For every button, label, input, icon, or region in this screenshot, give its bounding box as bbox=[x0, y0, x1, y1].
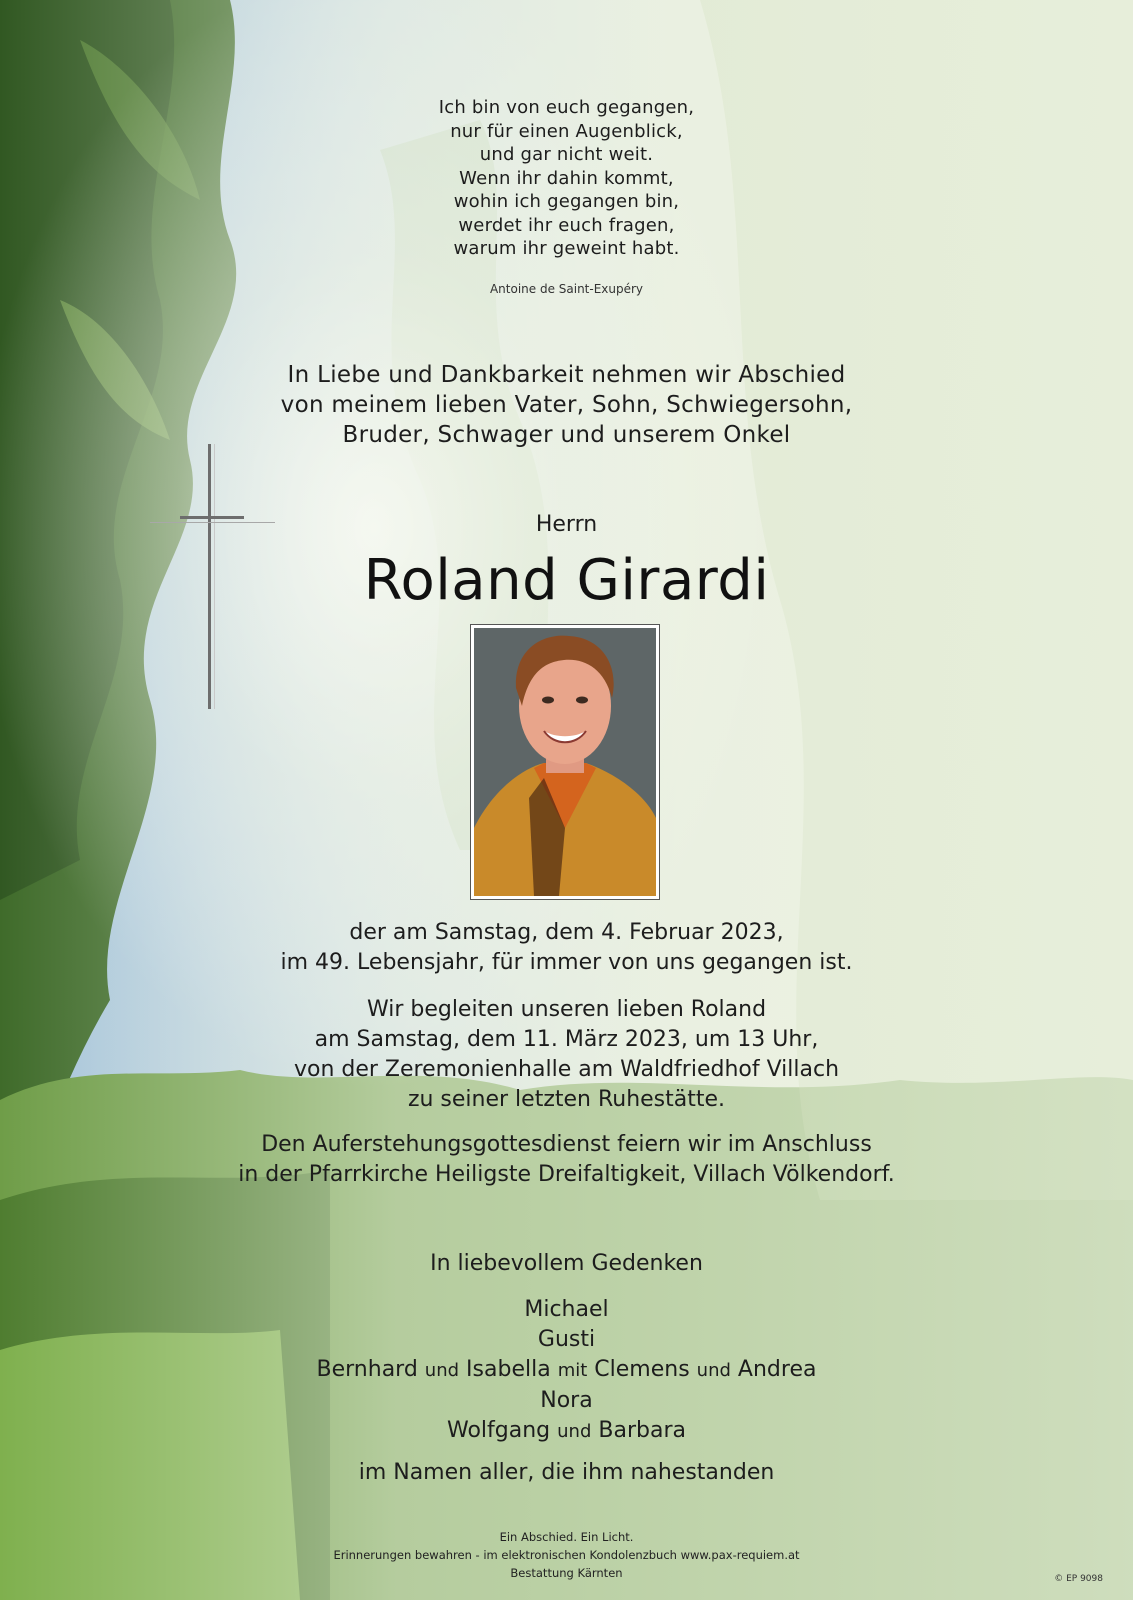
family-name: Isabella bbox=[466, 1357, 551, 1382]
family-name: Andrea bbox=[737, 1357, 817, 1382]
family-name: Wolfgang bbox=[447, 1418, 551, 1443]
intro-text bbox=[0, 360, 1133, 450]
portrait-photo bbox=[470, 624, 660, 900]
conjunction: und bbox=[696, 1360, 731, 1381]
poem-line: und gar nicht weit. bbox=[479, 144, 654, 165]
closing-line: im Namen aller, die ihm nahestanden bbox=[358, 1460, 775, 1485]
product-code: © EP 9098 bbox=[1054, 1574, 1103, 1584]
death-line: der am Samstag, dem 4. Februar 2023, bbox=[349, 920, 784, 945]
footer bbox=[0, 1528, 1133, 1582]
poem bbox=[0, 96, 1133, 261]
deceased-name: Roland Girardi bbox=[363, 548, 770, 613]
family-name: Clemens bbox=[594, 1357, 690, 1382]
intro-line: In Liebe und Dankbarkeit nehmen wir Abschied bbox=[287, 362, 846, 388]
family-member: Gusti bbox=[537, 1327, 596, 1352]
funeral-line: zu seiner letzten Ruhestätte. bbox=[407, 1087, 726, 1112]
family-name: Bernhard bbox=[316, 1357, 418, 1382]
family-name: Barbara bbox=[598, 1418, 686, 1443]
family-member: Michael bbox=[524, 1297, 609, 1322]
mass-line: Den Auferstehungsgottesdienst feiern wir im Anschluss bbox=[261, 1132, 872, 1157]
family-member-group bbox=[0, 1355, 1133, 1386]
family-member-group bbox=[0, 1416, 1133, 1447]
death-notice bbox=[0, 918, 1133, 978]
conjunction: und bbox=[557, 1421, 592, 1442]
poem-line: Ich bin von euch gegangen, bbox=[438, 97, 695, 118]
intro-line: Bruder, Schwager und unserem Onkel bbox=[342, 422, 791, 448]
poem-line: werdet ihr euch fragen, bbox=[458, 214, 675, 236]
death-line: im 49. Lebensjahr, für immer von uns gegangen ist. bbox=[280, 950, 853, 975]
footer-slogan: Ein Abschied. Ein Licht. bbox=[499, 1530, 634, 1544]
memory-heading: In liebevollem Gedenken bbox=[430, 1251, 703, 1276]
poem-line: Wenn ihr dahin kommt, bbox=[459, 167, 674, 189]
mass-details bbox=[0, 1130, 1133, 1190]
intro-line: von meinem lieben Vater, Sohn, Schwiegersohn, bbox=[280, 392, 853, 418]
conjunction: mit bbox=[557, 1360, 588, 1381]
family-list bbox=[0, 1295, 1133, 1447]
conjunction: und bbox=[424, 1360, 460, 1381]
footer-condolence: Erinnerungen bewahren - im elektronischen Kondolenzbuch www.pax-requiem.at bbox=[333, 1548, 800, 1562]
poem-line: nur für einen Augenblick, bbox=[450, 120, 683, 142]
family-member: Nora bbox=[540, 1388, 593, 1413]
funeral-line: von der Zeremonienhalle am Waldfriedhof Villach bbox=[293, 1057, 840, 1082]
mass-line: in der Pfarrkirche Heiligste Dreifaltigkeit, Villach Völkendorf. bbox=[238, 1162, 895, 1187]
poem-line: wohin ich gegangen bin, bbox=[453, 191, 680, 212]
poem-line: warum ihr geweint habt. bbox=[453, 238, 680, 259]
salutation: Herrn bbox=[535, 512, 598, 537]
funeral-line: Wir begleiten unseren lieben Roland bbox=[366, 997, 767, 1022]
poem-author: Antoine de Saint-Exupéry bbox=[489, 282, 644, 296]
funeral-details bbox=[0, 995, 1133, 1115]
funeral-line: am Samstag, dem 11. März 2023, um 13 Uhr, bbox=[314, 1027, 819, 1052]
footer-company: Bestattung Kärnten bbox=[510, 1566, 623, 1580]
